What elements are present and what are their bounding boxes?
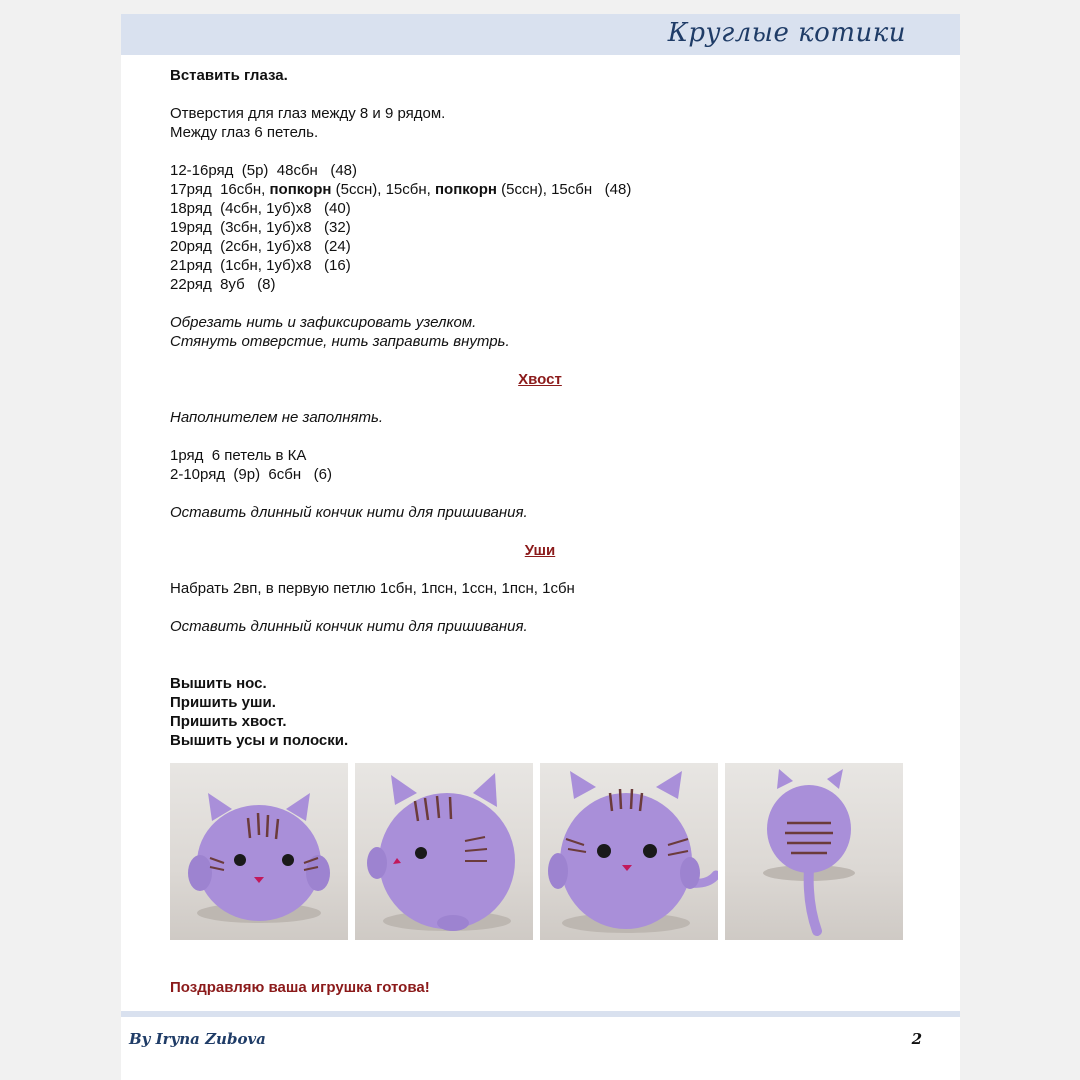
pattern-content [170, 66, 910, 750]
header-band [121, 14, 960, 55]
row-17-popcorn-1: попкорн [269, 181, 332, 198]
eyes-heading: Вставить глаза. [170, 67, 288, 84]
photo-strip [170, 763, 903, 940]
footer-band [121, 1011, 960, 1017]
finish-instruction-1: Обрезать нить и зафиксировать узелком. [170, 314, 477, 331]
row-21: 21ряд (1сбн, 1уб)х8 (16) [170, 257, 351, 274]
page-title: Круглые котики [667, 18, 906, 48]
row-22: 22ряд 8уб (8) [170, 276, 276, 293]
document-page [121, 14, 960, 1080]
row-17 [170, 180, 910, 199]
finish-instruction-2: Стянуть отверстие, нить заправить внутрь. [170, 333, 510, 350]
assembly-step-3: Пришить хвост. [170, 713, 287, 730]
row-17-part: 17ряд 16сбн, [170, 181, 270, 198]
tail-leave-thread: Оставить длинный кончик нити для пришивания. [170, 504, 528, 521]
ears-leave-thread: Оставить длинный кончик нити для пришивания. [170, 618, 528, 635]
toy-photo-back [725, 763, 903, 940]
eyes-instruction-1: Отверстия для глаз между 8 и 9 рядом. [170, 105, 446, 122]
row-17-popcorn-2: попкорн [434, 181, 497, 198]
tail-row-2: 2-10ряд (9р) 6сбн (6) [170, 466, 332, 483]
congrats-message: Поздравляю ваша игрушка готова! [170, 979, 430, 996]
row-20: 20ряд (2сбн, 1уб)х8 (24) [170, 238, 351, 255]
eyes-instruction-2: Между глаз 6 петель. [170, 124, 319, 141]
assembly-step-4: Вышить усы и полоски. [170, 732, 349, 749]
tail-note: Наполнителем не заполнять. [170, 409, 384, 426]
page-number: 2 [911, 1030, 922, 1048]
row-17-part: (5ссн), 15сбн (48) [496, 181, 632, 198]
toy-photo-front [170, 763, 348, 940]
assembly-step-1: Вышить нос. [170, 675, 267, 692]
ears-row: Набрать 2вп, в первую петлю 1сбн, 1псн, 1ссн, 1псн, 1сбн [170, 580, 575, 597]
row-19: 19ряд (3сбн, 1уб)х8 (32) [170, 219, 351, 236]
tail-row-1: 1ряд 6 петель в КА [170, 447, 307, 464]
row-18: 18ряд (4сбн, 1уб)х8 (40) [170, 200, 351, 217]
assembly-step-2: Пришить уши. [170, 694, 276, 711]
toy-photo-side [355, 763, 533, 940]
row-17-part: (5ссн), 15сбн, [331, 181, 435, 198]
ears-section-title: Уши [524, 542, 556, 559]
footer-author: By Iryna Zubova [129, 1030, 266, 1048]
toy-photo-front-tail [540, 763, 718, 940]
row-12-16: 12-16ряд (5р) 48сбн (48) [170, 162, 357, 179]
tail-section-title: Хвост [518, 371, 562, 388]
